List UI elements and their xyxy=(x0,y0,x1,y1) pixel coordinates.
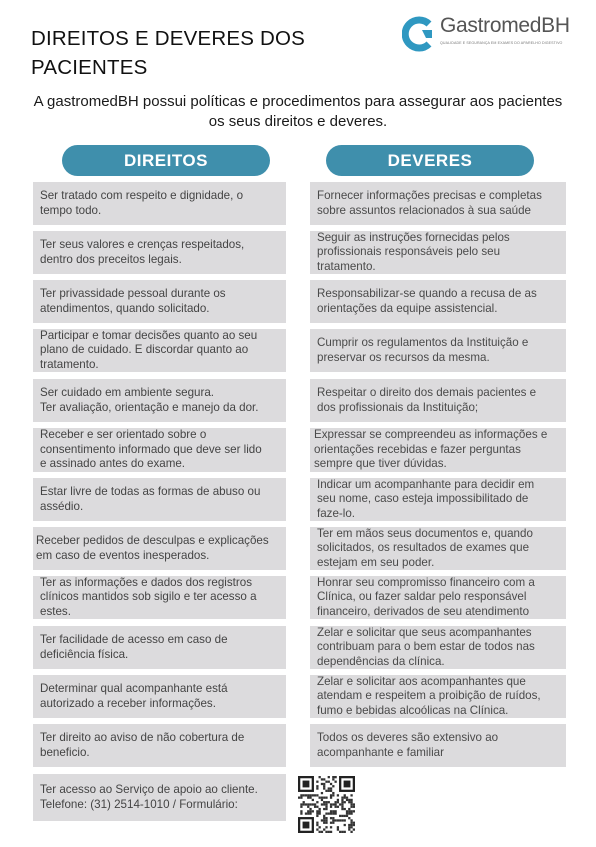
qr-code-graphic xyxy=(298,776,355,833)
deveres-item-text: Zelar e solicitar aos acompanhantes que atendam e respeitem a proibição de ruídos, fumo e bebidas alcoólicas na Clínica. xyxy=(317,674,541,717)
logo-tagline: QUALIDADE E SEGURANÇA EM EXAMES DO APARELHO DIGESTIVO xyxy=(440,41,563,45)
deveres-item-text: Seguir as instruções fornecidas pelos profissionais responsáveis pelo seu tratamento. xyxy=(317,230,510,273)
deveres-item-text: Todos os deveres são extensivo ao acompanhante e familiar xyxy=(317,731,499,759)
direitos-item-text: Ser cuidado em ambiente segura. Ter avaliação, orientação e manejo da dor. xyxy=(40,386,259,414)
direitos-item-text: Determinar qual acompanhante está autorizado a receber informações. xyxy=(40,682,228,710)
deveres-item xyxy=(310,280,566,323)
direitos-item-text: Ter privassidade pessoal durante os atendimentos, quando solicitado. xyxy=(40,287,226,315)
direitos-item xyxy=(33,576,286,619)
direitos-item-text: Ter facilidade de acesso em caso de deficiência física. xyxy=(40,633,228,661)
direitos-item xyxy=(33,478,286,521)
page-title xyxy=(31,24,331,82)
deveres-item-text: Cumprir os regulamentos da Instituição e preservar os recursos da mesma. xyxy=(317,336,529,364)
direitos-item xyxy=(33,329,286,372)
intro-text xyxy=(30,92,566,132)
direitos-item-text: Ter direito ao aviso de não cobertura de beneficio. xyxy=(40,731,245,759)
direitos-item-text: Receber e ser orientado sobre o consentimento informado que deve ser lido e assinado antes do exame. xyxy=(40,428,262,471)
deveres-item xyxy=(310,329,566,372)
direitos-item xyxy=(33,626,286,669)
gastromed-c-logo-icon xyxy=(402,16,436,52)
deveres-item xyxy=(310,182,566,225)
direitos-item-text: Ser tratado com respeito e dignidade, o tempo todo. xyxy=(40,189,244,217)
deveres-item-text: Respeitar o direito dos demais pacientes e dos profissionais da Instituição; xyxy=(317,386,537,414)
deveres-item-text: Responsabilizar-se quando a recusa de as orientações da equipe assistencial. xyxy=(317,287,537,315)
direitos-item xyxy=(33,428,286,472)
direitos-item-text: Ter seus valores e crenças respeitados, dentro dos preceitos legais. xyxy=(40,238,245,266)
deveres-item-text: Zelar e solicitar que seus acompanhantes contribuam para o bem estar de todos nas dependências da clínica. xyxy=(317,625,535,668)
gastromed-logo xyxy=(402,14,582,54)
direitos-item xyxy=(33,182,286,225)
direitos-item-text: Receber pedidos de desculpas e explicações em caso de eventos inesperados. xyxy=(36,534,269,562)
direitos-item-text: Ter as informações e dados dos registros clínicos mantidos sob sigilo e ter acesso a estes. xyxy=(40,575,257,618)
deveres-item-text: Fornecer informações precisas e completas sobre assuntos relacionados à sua saúde xyxy=(317,189,542,217)
deveres-heading: DEVERES xyxy=(326,145,534,176)
direitos-item xyxy=(33,675,286,718)
deveres-item xyxy=(310,576,566,619)
direitos-item xyxy=(33,280,286,323)
intro-text-content: A gastromedBH possui políticas e procedimentos para assegurar aos pacientes os seus direitos e deveres. xyxy=(33,93,563,130)
direitos-item-text: Ter acesso ao Serviço de apoio ao cliente. Telefone: (31) 2514-1010 / Formulário: xyxy=(40,783,258,811)
direitos-item xyxy=(33,379,286,422)
deveres-item xyxy=(310,379,566,422)
deveres-item xyxy=(310,724,566,767)
direitos-item-contact xyxy=(33,774,286,821)
deveres-item-text: Expressar se compreendeu as informações e orientações recebidas e fazer perguntas sempre que tiver dúvidas. xyxy=(314,428,548,471)
deveres-item xyxy=(310,428,566,472)
direitos-item-text: Estar livre de todas as formas de abuso ou assédio. xyxy=(40,485,261,513)
qr-code-icon[interactable] xyxy=(298,776,355,833)
deveres-item xyxy=(310,527,566,570)
deveres-item-text: Ter em mãos seus documentos e, quando solicitados, os resultados de exames que estejam em seu poder. xyxy=(317,526,533,569)
deveres-item-text: Indicar um acompanhante para decidir em seu nome, caso esteja impossibilitado de faze-lo. xyxy=(317,477,535,520)
deveres-item-text: Honrar seu compromisso financeiro com a Clínica, ou fazer saldar pelo responsável financeiro, derivados de seu atendimento xyxy=(317,575,535,618)
deveres-item xyxy=(310,675,566,718)
direitos-item-text: Participar e tomar decisões quanto ao seu plano de cuidado. E discordar quanto ao tratamento. xyxy=(40,328,258,371)
page-title-text: DIREITOS E DEVERES DOS PACIENTES xyxy=(31,27,306,79)
direitos-item xyxy=(33,527,286,570)
direitos-heading: DIREITOS xyxy=(62,145,270,176)
logo-name: GastromedBH xyxy=(440,14,570,37)
deveres-item xyxy=(310,478,566,521)
direitos-item xyxy=(33,724,286,767)
direitos-item xyxy=(33,231,286,274)
deveres-item xyxy=(310,231,566,274)
deveres-item xyxy=(310,626,566,669)
